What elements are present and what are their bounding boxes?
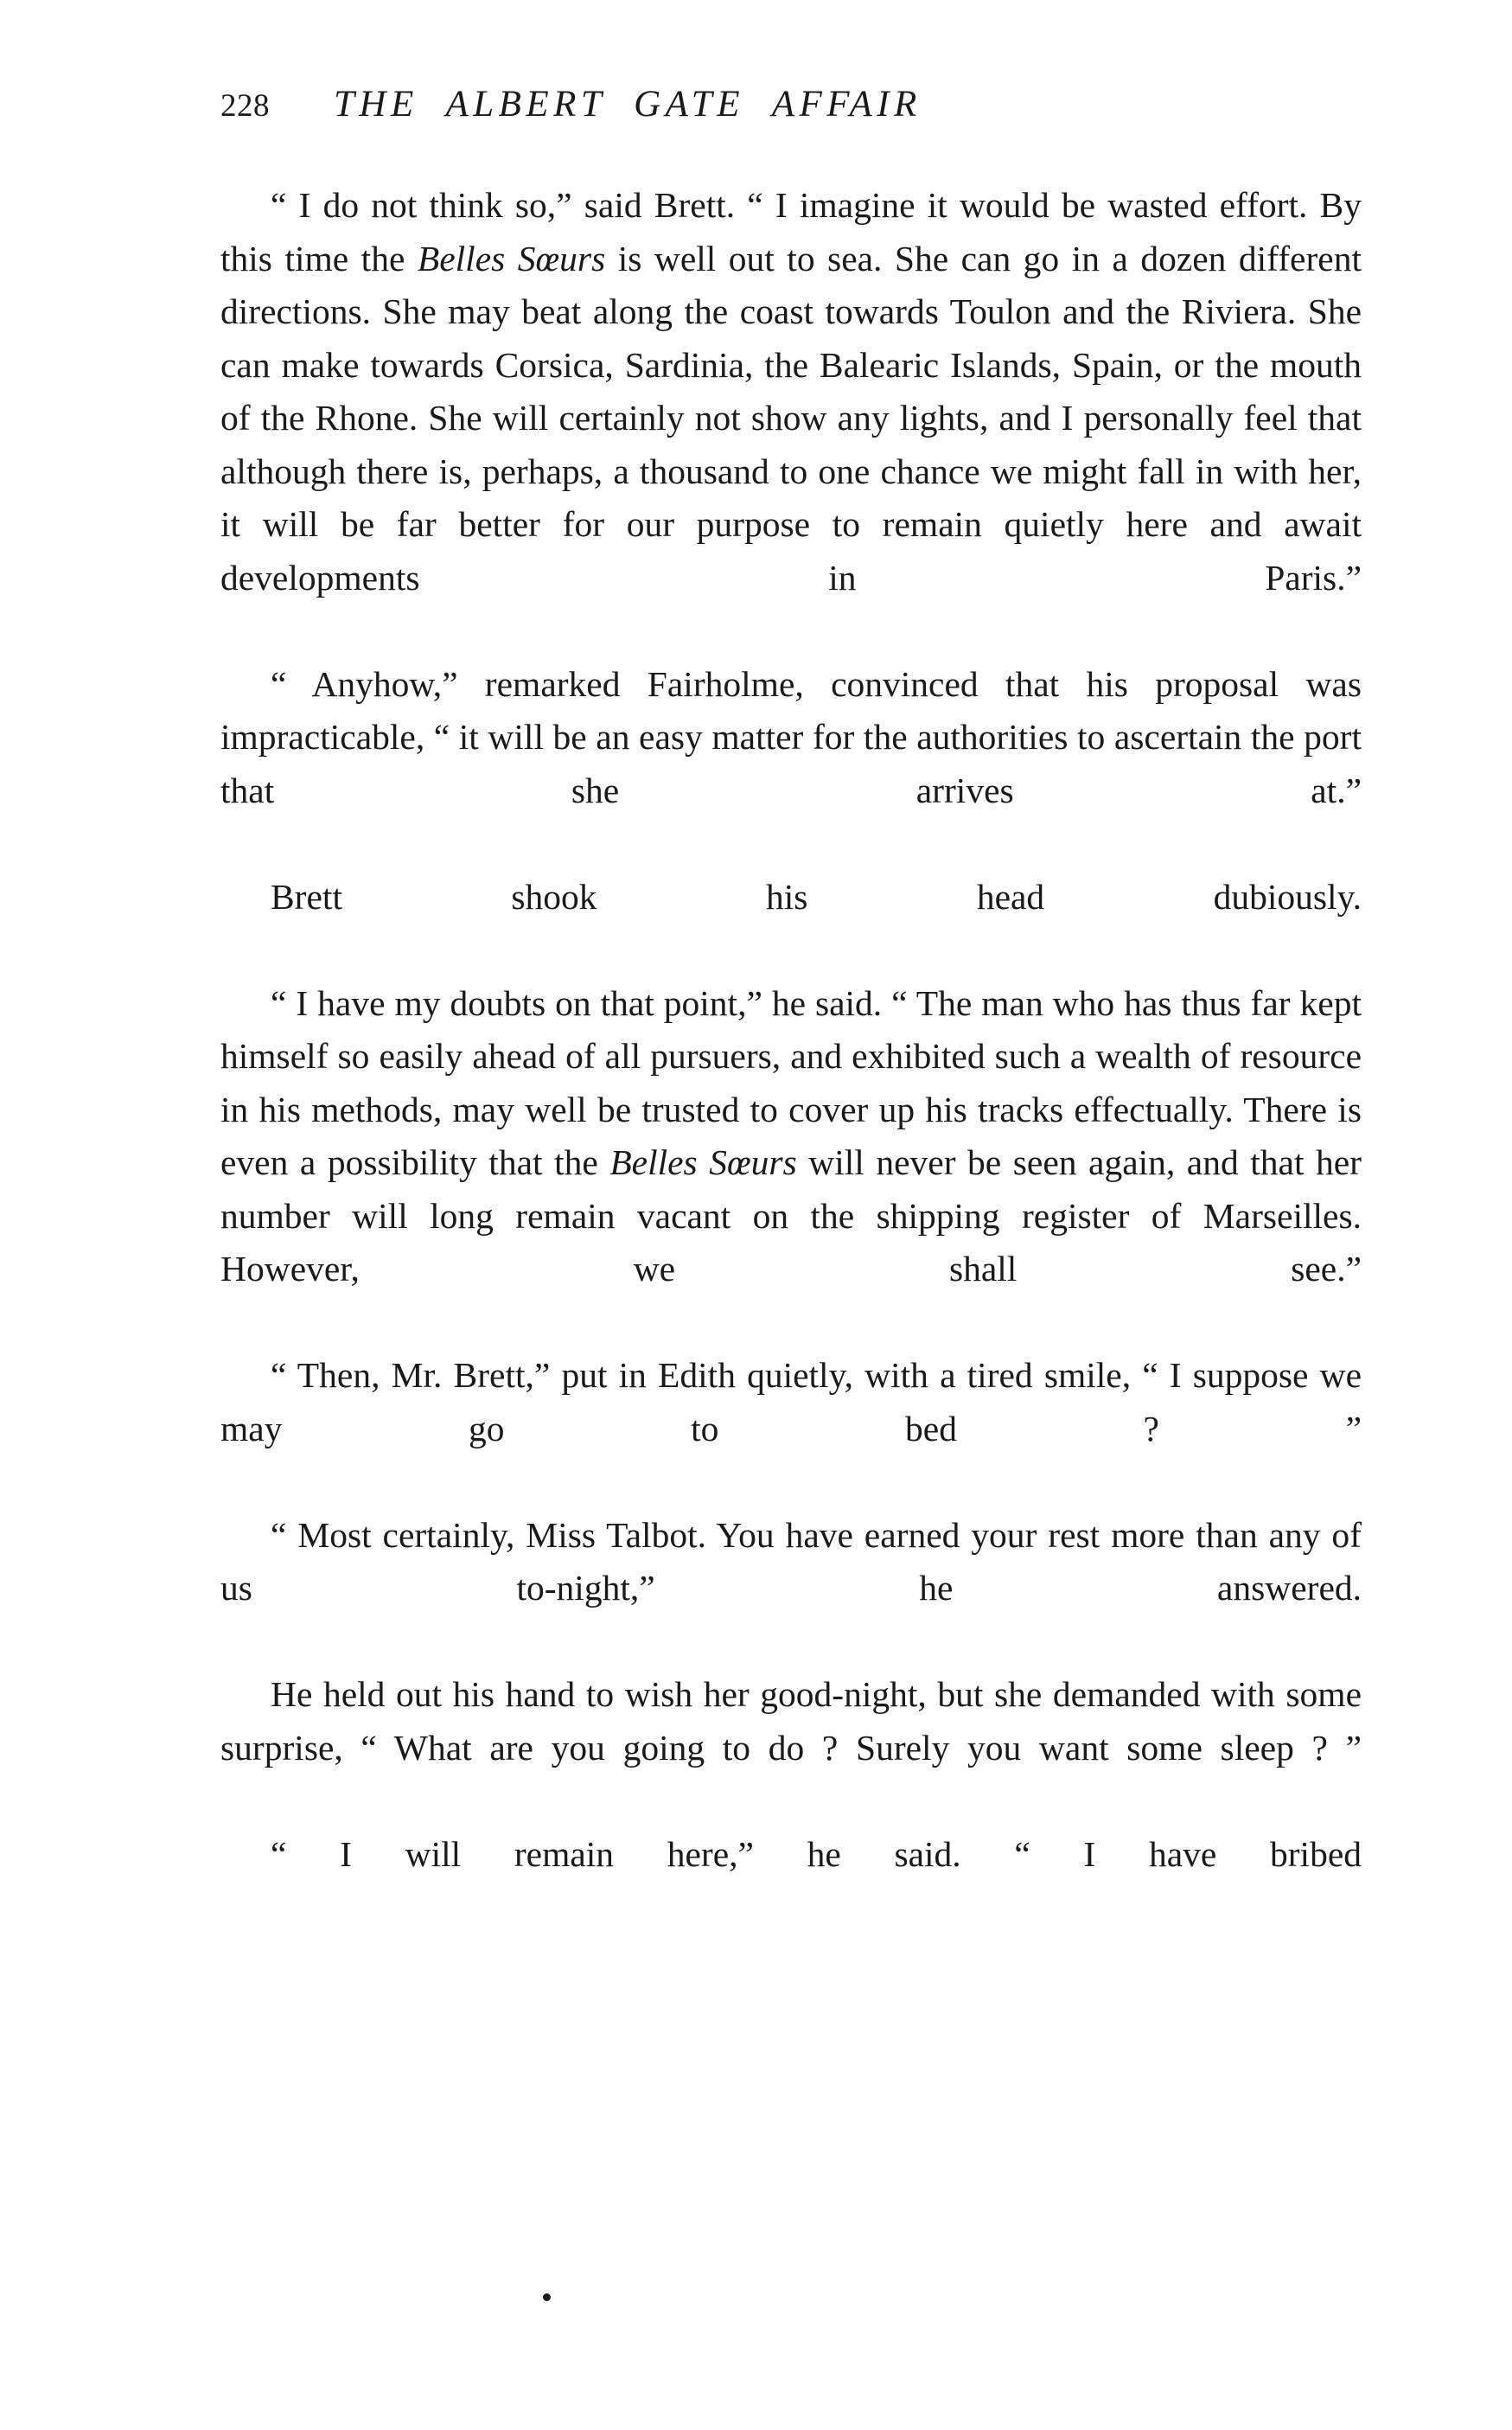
page-content <box>220 83 1362 1934</box>
italic-ship-name: Belles Sœurs <box>417 238 606 278</box>
paragraph <box>220 1668 1362 1828</box>
text-run: is well out to sea. She can go in a dozen different directions. She may beat along the coast towards Toulon and the Riviera. She can make towards Corsica, Sardinia, the Balearic Islands, Spain, or the mouth of the Rhone. She will certainly not show any lights, and I personally feel that although there is, perhaps, a thousand to one chance we might fall in with her, it will be far better for our purpose to remain quietly here and await developments in Paris.” <box>220 238 1362 598</box>
text-run: “ Most certainly, Miss Talbot. You have earned your rest more than any of us to-night,” he answered. <box>220 1514 1362 1608</box>
body-text <box>220 179 1362 1934</box>
bottom-page-mark <box>543 2293 551 2301</box>
text-run: “ Anyhow,” remarked Fairholme, convinced that his proposal was impracticable, “ it will be an easy matter for the authorities to ascertain the port that she arrives at.” <box>220 663 1362 810</box>
paragraph <box>220 1509 1362 1669</box>
text-run: Brett shook his head dubiously. <box>271 876 1362 917</box>
paragraph <box>220 871 1362 977</box>
running-head-title: THE ALBERT GATE AFFAIR <box>334 84 922 125</box>
text-run: “ I do not think so,” said Brett. “ I imagine it would be wasted effort. By this time the <box>220 185 1362 278</box>
text-run: will never be seen again, and that her number will long remain vacant on the shipping register of Marseilles. However, we shall see.” <box>220 1142 1362 1289</box>
text-run: “ I will remain here,” he said. “ I have bribed <box>271 1833 1362 1874</box>
paragraph <box>220 179 1362 658</box>
paragraph <box>220 977 1362 1350</box>
paragraph <box>220 1828 1362 1934</box>
page-number: 228 <box>220 88 270 124</box>
running-head <box>220 83 1362 125</box>
text-run: “ I have my doubts on that point,” he said. “ The man who has thus far kept himself so easily ahead of all pursuers, and exhibited such a wealth of resource in his methods, may well be trusted to cover up his tracks effectually. There is even a possibility that the <box>220 982 1362 1182</box>
text-run: He held out his hand to wish her good-night, but she demanded with some surprise, “ What are you going to do ? Surely you want some sleep ? ” <box>220 1674 1362 1768</box>
paragraph <box>220 658 1362 871</box>
italic-ship-name: Belles Sœurs <box>609 1142 797 1182</box>
paragraph <box>220 1349 1362 1509</box>
text-run: “ Then, Mr. Brett,” put in Edith quietly, with a tired smile, “ I suppose we may go to bed ? ” <box>220 1355 1362 1448</box>
